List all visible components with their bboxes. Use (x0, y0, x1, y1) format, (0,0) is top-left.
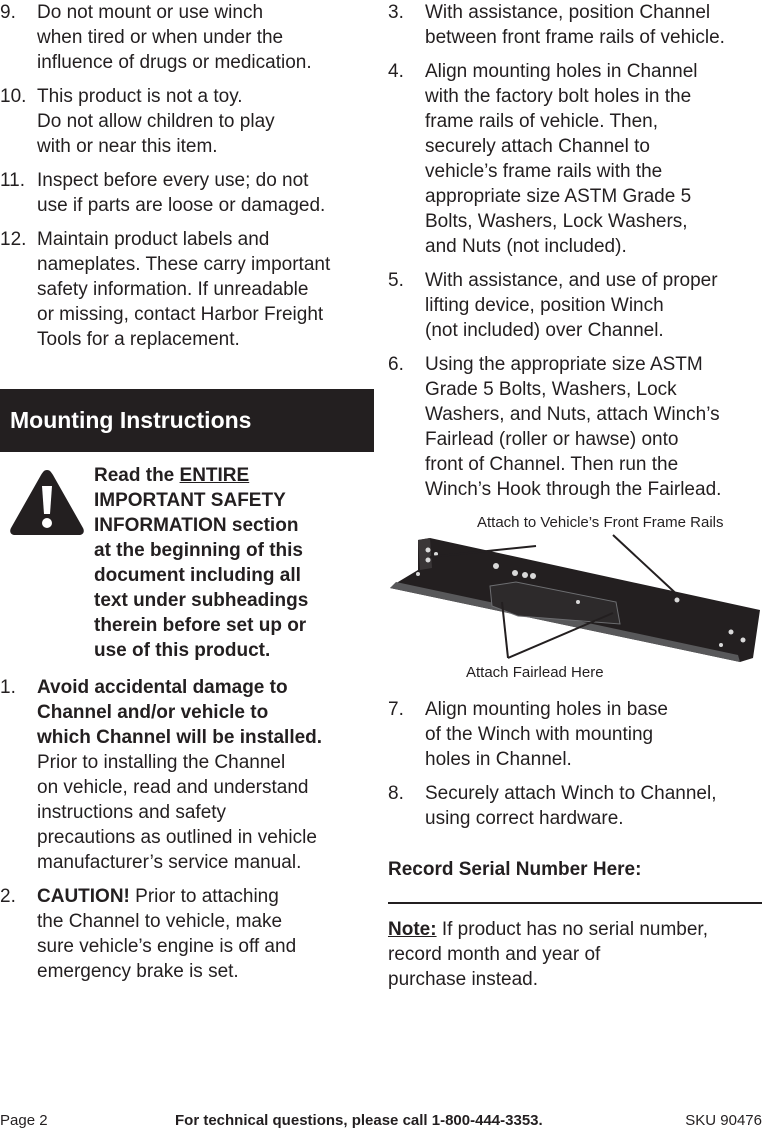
channel-figure (388, 510, 762, 685)
warning-rest: IMPORTANT SAFETY INFORMATION section at the beginning of this document including all text under subheadings therein before set up or use of this product. (94, 490, 309, 661)
step-item (388, 781, 762, 831)
item-text: Inspect before every use; do not use if parts are loose or damaged. (37, 170, 326, 216)
section-heading-banner: Mounting Instructions (0, 389, 374, 452)
step-item (388, 352, 762, 502)
warning-emphasis: ENTIRE (179, 465, 250, 486)
step-text: Securely attach Winch to Channel, using correct hardware. (425, 783, 717, 829)
step-item (0, 675, 374, 875)
step-text: With assistance, position Channel between front frame rails of vehicle. (425, 2, 725, 48)
step-body-text: Prior to attaching the Channel to vehicle, make sure vehicle’s engine is off and emergency brake is set. (37, 886, 297, 982)
step-number: 1. (0, 677, 16, 698)
caption-fairlead: Attach Fairlead Here (466, 664, 604, 681)
mounting-channel-illustration (388, 510, 762, 685)
step-bold-text: CAUTION! (37, 886, 130, 907)
list-item (0, 84, 374, 159)
item-text: Do not mount or use winch when tired or when under the influence of drugs or medication. (37, 2, 312, 73)
left-steps (0, 675, 374, 993)
step-number: 5. (388, 270, 404, 291)
warning-lead: Read the (94, 465, 180, 486)
list-item (0, 227, 374, 352)
list-item (0, 0, 374, 75)
step-number: 8. (388, 783, 404, 804)
step-number: 2. (0, 886, 16, 907)
step-text: With assistance, and use of proper lifting device, position Winch (not included) over Channel. (425, 270, 718, 341)
warning-icon (9, 468, 85, 536)
step-number: 3. (388, 2, 404, 23)
caption-frame-rails: Attach to Vehicle’s Front Frame Rails (477, 514, 724, 531)
item-text: Maintain product labels and nameplates. These carry important safety information. If unreadable or missing, contact Harbor Freight Tools for a replacement. (37, 229, 331, 350)
item-number: 12. (0, 229, 27, 250)
step-text (37, 675, 374, 875)
step-item (0, 884, 374, 984)
note-text: If product has no serial number, record month and year of purchase instead. (388, 919, 708, 990)
right-steps-2 (388, 697, 762, 840)
step-text (37, 884, 374, 984)
step-number: 7. (388, 699, 404, 720)
support-phone-text: For technical questions, please call 1-800-444-3353. (175, 1112, 543, 1129)
item-number: 10. (0, 86, 27, 107)
serial-number-line (388, 902, 762, 904)
right-column (388, 0, 762, 511)
step-item (388, 0, 762, 50)
serial-heading: Record Serial Number Here: (388, 859, 642, 880)
safety-warning-text (94, 463, 364, 663)
step-bold-text: Avoid accidental damage to Channel and/or vehicle to which Channel will be installed. (37, 677, 323, 748)
step-body-text: Prior to installing the Channel on vehicle, read and understand instructions and safety precautions as outlined in vehicle manufacturer’s service manual. (37, 752, 317, 873)
item-text: This product is not a toy. Do not allow children to play with or near this item. (37, 86, 275, 157)
item-number: 9. (0, 2, 16, 23)
note-label: Note: (388, 919, 437, 940)
sku-label: SKU 90476 (685, 1112, 762, 1129)
step-item (388, 268, 762, 343)
page-number: Page 2 (0, 1112, 48, 1129)
step-number: 4. (388, 61, 404, 82)
step-text: Using the appropriate size ASTM Grade 5 Bolts, Washers, Lock Washers, and Nuts, attach Winch’s Fairlead (roller or hawse) onto front of Channel. Then run the Winch’s Hook through the Fairlead. (425, 354, 722, 500)
step-text: Align mounting holes in base of the Winch with mounting holes in Channel. (425, 699, 668, 770)
serial-note (388, 917, 762, 992)
step-number: 6. (388, 354, 404, 375)
item-number: 11. (0, 170, 26, 191)
left-column (0, 0, 374, 361)
step-item (388, 697, 762, 772)
list-item (0, 168, 374, 218)
step-text: Align mounting holes in Channel with the factory bolt holes in the frame rails of vehicle. Then, securely attach Channel to vehicle’s frame rails with the appropriate size ASTM Grade 5 Bolts, Washers, Lock Washers, and Nuts (not included). (425, 61, 698, 257)
step-item (388, 59, 762, 259)
